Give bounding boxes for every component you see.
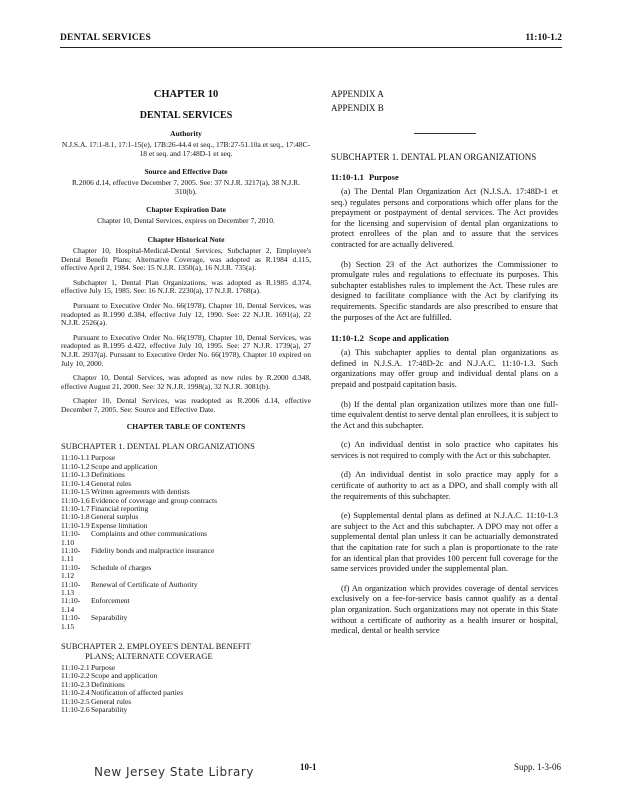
- toc-title: Purpose: [91, 663, 116, 672]
- subchapter-heading: SUBCHAPTER 1. DENTAL PLAN ORGANIZATIONS: [331, 152, 537, 162]
- history-paragraph: Chapter 10, Dental Services, was readopted as R.2006 d.14, effective December 7, 2005. See: Source and Effective Date.: [61, 396, 311, 414]
- toc-list-1: [61, 454, 311, 631]
- toc-number: 11:10-1.12: [61, 562, 81, 581]
- source-text: R.2006 d.14, effective December 7, 2005. See: 37 N.J.R. 3217(a), 38 N.J.R. 310(b).: [72, 178, 300, 196]
- toc-number: 11:10-2.3: [61, 679, 90, 689]
- toc-number: 11:10-1.11: [61, 545, 81, 564]
- supplement-date: Supp. 1-3-06: [514, 762, 561, 772]
- toc-title: Purpose: [91, 453, 116, 463]
- section-paragraph: (d) An individual dentist in solo practice may apply for a certificate of authority to act as a DPO, and shall comply with all the requirements of this subchapter.: [331, 470, 558, 501]
- toc-title: Written agreements with dentists: [91, 487, 190, 497]
- toc-number: 11:10-2.6: [61, 705, 90, 715]
- toc-title: Scope and application: [91, 461, 158, 471]
- toc-title: General rules: [91, 696, 132, 706]
- section-1-1-body: [331, 187, 558, 323]
- left-column: [61, 89, 311, 714]
- toc-title: Notification of affected parties: [91, 688, 184, 698]
- toc-number: 11:10-1.7: [61, 503, 90, 513]
- toc-title: Financial reporting: [91, 503, 149, 513]
- toc-number: 11:10-1.15: [61, 613, 81, 631]
- authority-heading: Authority: [170, 129, 202, 138]
- page-number: 10-1: [300, 762, 317, 772]
- toc-number: 11:10-1.13: [61, 579, 81, 597]
- section-paragraph: (e) Supplemental dental plans as defined at N.J.A.C. 11:10-1.3 are subject to the Act and this subchapter. A DPO may not offer a supplemental dental plan unless it can be actuarially demonstrated that the capitation rate for such a plan is proportionate to the rate for an identical plan that provides 100 percent full coverage for the same services provided under the supplemental plan.: [331, 511, 558, 574]
- source-heading: Source and Effective Date: [144, 167, 228, 177]
- toc-number: 11:10-2.1: [61, 663, 90, 672]
- header-rule: [60, 47, 562, 48]
- toc-title: Renewal of Certificate of Authority: [91, 579, 198, 589]
- toc-row: [61, 597, 311, 614]
- section-paragraph: (c) An individual dentist in solo practice who capitates his services is not required to comply with the Act or this subchapter.: [331, 440, 558, 460]
- toc-number: 11:10-1.3: [61, 470, 90, 480]
- toc-subchapter-2: [61, 641, 311, 661]
- section-paragraph: (f) An organization which provides coverage of dental services exclusively on a fee-for-service basis cannot qualify as a dental plan organization. Such organizations may not operate in this State without a certificate of authority as a health insurer or hospital, medical, dental or health service: [331, 583, 558, 636]
- toc-number: 11:10-1.8: [61, 512, 90, 522]
- authority-text: N.J.S.A. 17:1-8.1, 17:1-15(e), 17B:26-44.4 et seq., 17B:27-51.10a et seq., 17:48C-18 et seq. and 17:48D-1 et seq.: [61, 140, 311, 158]
- toc-number: 11:10-1.14: [61, 596, 81, 614]
- toc-title: Expense limitation: [91, 520, 148, 530]
- library-stamp: New Jersey State Library: [94, 765, 254, 779]
- section-heading-1-1: [331, 172, 558, 182]
- toc-title: Complaints and other communications: [91, 529, 208, 539]
- section-paragraph: (a) This subchapter applies to dental plan organizations as defined in N.J.S.A. 17:48D-2c and N.J.A.C. 11:10-1.3. Such organizations may offer group and individual dental plans on a prepaid and postpaid capitation basis.: [331, 348, 558, 389]
- toc-title: Enforcement: [91, 596, 130, 606]
- toc-title: Definitions: [91, 679, 125, 689]
- running-header: [60, 33, 562, 47]
- section-title: Scope and application: [369, 333, 449, 344]
- toc-number: 11:10-2.5: [61, 696, 90, 706]
- toc-number: 11:10-1.6: [61, 495, 90, 505]
- toc-title: Separability: [91, 613, 128, 623]
- appendix-b: APPENDIX B: [331, 103, 384, 113]
- expiration-text: Chapter 10, Dental Services, expires on December 7, 2010.: [97, 216, 275, 226]
- toc-title: Schedule of charges: [91, 562, 152, 572]
- toc-number: 11:10-1.9: [61, 520, 90, 530]
- toc-subchapter-2-line2: PLANS; ALTERNATE COVERAGE: [85, 651, 213, 661]
- toc-row: [61, 614, 311, 631]
- toc-title: Scope and application: [91, 671, 158, 681]
- chapter-number: CHAPTER 10: [153, 89, 219, 100]
- toc-title: Evidence of coverage and group contracts: [91, 495, 217, 505]
- section-heading-1-2: [331, 333, 558, 343]
- section-paragraph: (a) The Dental Plan Organization Act (N.J.S.A. 17:48D-1 et seq.) regulates persons and corporations which offer plans for the prepayment or postpayment of dental services. The Act provides for the licensing and supervision of dental plan organizations to protect enrollees of the plan and to assure that the services contracted for are actually delivered.: [331, 187, 558, 249]
- appendix-a: APPENDIX A: [331, 89, 384, 99]
- toc-number: 11:10-1.10: [61, 529, 81, 547]
- expiration-heading: Chapter Expiration Date: [146, 205, 226, 215]
- toc-heading: CHAPTER TABLE OF CONTENTS: [126, 422, 246, 432]
- section-title: Purpose: [369, 172, 399, 182]
- toc-title: General surplus: [91, 512, 139, 522]
- toc-title: Definitions: [91, 470, 125, 480]
- toc-number: 11:10-1.5: [61, 487, 90, 497]
- chapter-title: DENTAL SERVICES: [139, 110, 233, 121]
- history-heading: Chapter Historical Note: [147, 234, 225, 244]
- section-paragraph: (b) If the dental plan organization utilizes more than one full-time equivalent dentist to serve dental plan enrollees, it is subject to the Act and this subchapter.: [331, 399, 558, 430]
- toc-row: [61, 530, 311, 547]
- section-number: 11:10-1.2: [331, 333, 364, 344]
- history-paragraph: Chapter 10, Dental Services, was adopted as new rules by R.2000 d.348, effective August 21, 2000. See: 32 N.J.R. 1998(a), 32 N.J.R. 3081(b).: [61, 373, 311, 391]
- toc-row: [61, 581, 311, 598]
- toc-list-2: [61, 664, 311, 714]
- toc-row: [61, 706, 311, 714]
- right-column: [331, 89, 558, 646]
- history-paragraph: Pursuant to Executive Order No. 66(1978), Chapter 10, Dental Services, was readopted as R.1995 d.422, effective July 10, 1995. See: 27 N.J.R. 1739(a), 27 N.J.R. 2937(a). Pursuant to Executive Order No. 66(1978), Chapter 10 expired on July 10, 2000.: [61, 332, 311, 368]
- toc-number: 11:10-1.2: [61, 461, 90, 471]
- toc-number: 11:10-1.4: [61, 478, 90, 488]
- history-paragraph: Pursuant to Executive Order No. 66(1978), Chapter 10, Dental Services, was readopted as R.1990 d.384, effective July 12, 1990. See: 22 N.J.R. 1691(a), 22 N.J.R. 2526(a).: [61, 300, 311, 328]
- history-paragraph: Chapter 10, Hospital-Medical-Dental Services, Subchapter 2, Employee's Dental Benefit Plans; Alternative Coverage, was adopted as R.1984 d.115, effective April 2, 1984. See: 15 N.J.R. 1350(a), 16 N.J.R. 735(a).: [61, 245, 311, 273]
- toc-row: [61, 547, 311, 564]
- history-paragraph: Subchapter 1, Dental Plan Organizations, was adopted as R.1985 d.374, effective July 15, 1985. See: 16 N.J.R. 2230(a), 17 N.J.R. 1768(a).: [61, 277, 311, 296]
- section-paragraph: (b) Section 23 of the Act authorizes the Commissioner to promulgate rules and regulations to effectuate its purposes. This subchapter establishes rules to implement the Act. These rules are designed to facilitate compliance with the Act by clarifying its requirements. Specific standards are also prescribed to ensure that the purposes of the Act are fulfilled.: [331, 259, 558, 322]
- toc-row: [61, 564, 311, 581]
- section-1-2-body: [331, 348, 558, 637]
- historical-note: [61, 247, 311, 415]
- toc-number: 11:10-2.4: [61, 688, 90, 698]
- toc-title: Fidelity bonds and malpractice insurance: [91, 545, 215, 555]
- header-title: DENTAL SERVICES: [60, 33, 151, 43]
- toc-subchapter-1: SUBCHAPTER 1. DENTAL PLAN ORGANIZATIONS: [61, 441, 255, 452]
- header-section: 11:10-1.2: [525, 33, 562, 43]
- toc-number: 11:10-1.1: [61, 453, 90, 463]
- toc-subchapter-2-line1: SUBCHAPTER 2. EMPLOYEE'S DENTAL BENEFIT: [61, 641, 251, 651]
- section-divider: [414, 133, 476, 134]
- section-number: 11:10-1.1: [331, 172, 364, 182]
- toc-number: 11:10-2.2: [61, 671, 90, 681]
- toc-title: General rules: [91, 478, 132, 488]
- toc-title: Separability: [91, 705, 128, 715]
